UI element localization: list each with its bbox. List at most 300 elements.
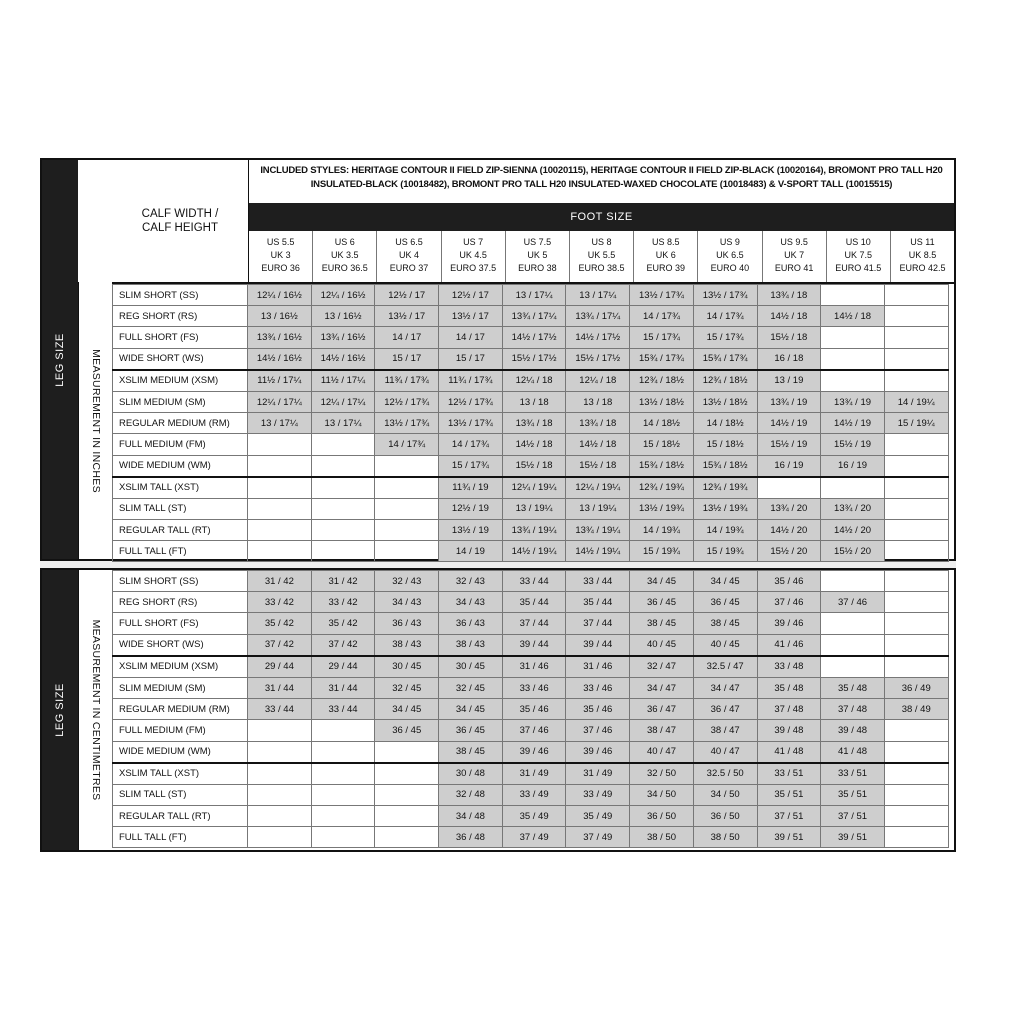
size-cell: 15½ / 18 [502, 455, 566, 477]
leg-size-bar [42, 570, 78, 850]
size-cell [884, 827, 948, 848]
size-cell: 36 / 49 [884, 677, 948, 698]
size-cell: 39 / 51 [757, 827, 821, 848]
size-cell: 14½ / 16½ [248, 348, 312, 370]
size-cell: 14½ / 20 [757, 520, 821, 541]
size-cell [311, 455, 375, 477]
size-cell: 34 / 43 [375, 592, 439, 613]
size-cell: 37 / 48 [821, 699, 885, 720]
row-label: WIDE MEDIUM (WM) [113, 455, 248, 477]
size-cell [884, 656, 948, 678]
size-cell [248, 741, 312, 763]
size-cell [821, 634, 885, 656]
size-cell: 12½ / 17¾ [439, 391, 503, 412]
size-cell [248, 784, 312, 805]
size-cell: 33 / 46 [502, 677, 566, 698]
size-cell: 37 / 44 [502, 613, 566, 634]
measurement-label: MEASUREMENT IN CENTIMETRES [90, 619, 102, 801]
size-cell: 13 / 17¼ [502, 285, 566, 306]
size-cell [375, 541, 439, 562]
size-uk: UK 7.5 [844, 250, 873, 260]
size-cell [248, 455, 312, 477]
size-cell: 32 / 47 [630, 656, 694, 678]
size-cell: 14½ / 19 [821, 413, 885, 434]
size-cell: 13½ / 18½ [693, 391, 757, 412]
size-columns [249, 231, 954, 282]
size-cell [311, 741, 375, 763]
size-cell: 35 / 51 [757, 784, 821, 805]
size-cell: 39 / 46 [502, 741, 566, 763]
size-cell: 34 / 45 [439, 699, 503, 720]
size-cell: 13¾ / 18 [502, 413, 566, 434]
table-row [113, 541, 949, 562]
size-cell: 37 / 46 [821, 592, 885, 613]
size-cell: 36 / 47 [630, 699, 694, 720]
centimetres-block [40, 568, 956, 852]
size-cell: 14 / 19¼ [884, 391, 948, 412]
row-label: XSLIM MEDIUM (XSM) [113, 370, 248, 392]
table-row [113, 391, 949, 412]
size-cell: 36 / 45 [693, 592, 757, 613]
size-cell: 37 / 48 [757, 699, 821, 720]
row-label: REG SHORT (RS) [113, 306, 248, 327]
size-cell: 37 / 49 [566, 827, 630, 848]
size-cell: 39 / 48 [821, 720, 885, 741]
size-cell: 31 / 49 [566, 763, 630, 785]
size-cell: 13¾ / 20 [757, 498, 821, 519]
size-cell: 15½ / 19 [757, 434, 821, 455]
size-cell: 33 / 44 [502, 571, 566, 592]
size-cell: 34 / 45 [375, 699, 439, 720]
size-cell: 14 / 18½ [630, 413, 694, 434]
size-cell: 31 / 42 [248, 571, 312, 592]
size-cell [248, 763, 312, 785]
size-cell [757, 477, 821, 499]
size-cell: 12¼ / 18 [566, 370, 630, 392]
size-cell: 11¾ / 17¾ [375, 370, 439, 392]
row-label: FULL TALL (FT) [113, 541, 248, 562]
row-label: FULL TALL (FT) [113, 827, 248, 848]
size-cell: 16 / 19 [821, 455, 885, 477]
size-cell: 14½ / 19¼ [502, 541, 566, 562]
row-label: XSLIM TALL (XST) [113, 763, 248, 785]
size-us: US 9.5 [780, 237, 808, 247]
size-column-header [891, 231, 954, 282]
size-cell: 35 / 49 [566, 806, 630, 827]
size-cell: 15¾ / 18½ [630, 455, 694, 477]
size-cell: 40 / 47 [630, 741, 694, 763]
size-cell: 33 / 44 [566, 571, 630, 592]
size-cell: 33 / 49 [566, 784, 630, 805]
measurement-column [78, 282, 113, 559]
size-cell: 13 / 19¼ [502, 498, 566, 519]
size-cell: 32 / 43 [375, 571, 439, 592]
size-cell: 38 / 49 [884, 699, 948, 720]
row-label: WIDE SHORT (WS) [113, 348, 248, 370]
table-row [113, 571, 949, 592]
table-row [113, 370, 949, 392]
size-cell: 39 / 48 [757, 720, 821, 741]
size-cell: 14 / 17¾ [375, 434, 439, 455]
size-cell [884, 541, 948, 562]
size-column-header [570, 231, 634, 282]
size-us: US 10 [845, 237, 871, 247]
measurement-column [78, 570, 113, 850]
size-cell: 37 / 44 [566, 613, 630, 634]
inches-table [112, 284, 949, 562]
size-cell: 13½ / 19¾ [630, 498, 694, 519]
inches-block [40, 158, 956, 561]
row-label: SLIM MEDIUM (SM) [113, 391, 248, 412]
table-row [113, 306, 949, 327]
size-cell: 12½ / 19 [439, 498, 503, 519]
size-cell [311, 827, 375, 848]
size-cell [821, 613, 885, 634]
size-cell: 13¾ / 18 [757, 285, 821, 306]
size-cell [248, 498, 312, 519]
size-cell: 12¼ / 17¼ [248, 391, 312, 412]
size-cell: 31 / 46 [566, 656, 630, 678]
size-cell: 32.5 / 50 [693, 763, 757, 785]
row-label: SLIM SHORT (SS) [113, 571, 248, 592]
size-cell: 11¾ / 19 [439, 477, 503, 499]
size-cell: 15 / 19¾ [630, 541, 694, 562]
size-cell: 33 / 42 [248, 592, 312, 613]
table-row [113, 498, 949, 519]
size-cell [884, 477, 948, 499]
size-cell: 14 / 18½ [693, 413, 757, 434]
size-cell: 37 / 49 [502, 827, 566, 848]
size-cell: 13½ / 19 [439, 520, 503, 541]
size-cell: 35 / 42 [248, 613, 312, 634]
size-cell: 13½ / 17 [375, 306, 439, 327]
size-cell: 14 / 17 [375, 327, 439, 348]
size-cell: 13 / 18 [502, 391, 566, 412]
table-row [113, 455, 949, 477]
centimetres-table [112, 570, 949, 848]
size-cell: 38 / 45 [439, 741, 503, 763]
size-cell: 34 / 50 [630, 784, 694, 805]
size-cell: 38 / 45 [693, 613, 757, 634]
size-cell [821, 327, 885, 348]
size-cell: 14 / 19¾ [630, 520, 694, 541]
size-cell: 32 / 48 [439, 784, 503, 805]
size-uk: UK 4 [398, 250, 419, 260]
size-cell: 13 / 16½ [248, 306, 312, 327]
size-cell: 16 / 18 [757, 348, 821, 370]
calf-header-line1: CALF WIDTH / [141, 208, 219, 220]
table-row [113, 784, 949, 805]
size-cell: 41 / 46 [757, 634, 821, 656]
size-us: US 6.5 [395, 237, 423, 247]
size-cell: 35 / 46 [757, 571, 821, 592]
calf-header-line2: CALF HEIGHT [141, 222, 219, 234]
size-cell: 36 / 45 [630, 592, 694, 613]
size-cell: 38 / 45 [630, 613, 694, 634]
size-column-header [634, 231, 698, 282]
size-cell: 13 / 19¼ [566, 498, 630, 519]
leg-size-label: LEG SIZE [54, 332, 66, 387]
size-cell: 35 / 44 [502, 592, 566, 613]
size-cell [821, 477, 885, 499]
size-cell [884, 434, 948, 455]
size-cell: 16 / 19 [757, 455, 821, 477]
size-cell: 13¾ / 16½ [248, 327, 312, 348]
included-styles [249, 164, 954, 192]
size-cell: 13¾ / 19¼ [502, 520, 566, 541]
size-cell: 13 / 17¼ [566, 285, 630, 306]
row-label: FULL SHORT (FS) [113, 327, 248, 348]
size-cell: 40 / 47 [693, 741, 757, 763]
size-cell: 13¾ / 18 [566, 413, 630, 434]
size-euro: EURO 40 [710, 263, 750, 273]
size-cell: 38 / 43 [375, 634, 439, 656]
size-uk: UK 4.5 [459, 250, 487, 260]
size-cell: 37 / 51 [821, 806, 885, 827]
size-cell: 13½ / 17¾ [439, 413, 503, 434]
size-cell [821, 571, 885, 592]
table-row [113, 806, 949, 827]
size-cell [375, 806, 439, 827]
size-cell [884, 327, 948, 348]
size-cell: 14½ / 20 [821, 520, 885, 541]
size-cell [884, 592, 948, 613]
size-cell [375, 741, 439, 763]
size-cell: 12½ / 17 [439, 285, 503, 306]
size-euro: EURO 36 [261, 263, 300, 273]
size-cell: 31 / 42 [311, 571, 375, 592]
size-cell [884, 806, 948, 827]
size-cell: 14 / 17¾ [693, 306, 757, 327]
size-column-header [763, 231, 827, 282]
size-cell [248, 434, 312, 455]
size-cell: 38 / 50 [630, 827, 694, 848]
size-cell [821, 370, 885, 392]
row-label: SLIM SHORT (SS) [113, 285, 248, 306]
row-label: WIDE MEDIUM (WM) [113, 741, 248, 763]
size-cell: 15¾ / 18½ [693, 455, 757, 477]
size-cell [884, 613, 948, 634]
size-cell: 36 / 47 [693, 699, 757, 720]
size-cell: 13½ / 17¾ [630, 285, 694, 306]
size-euro: EURO 38 [518, 263, 557, 273]
table-row [113, 592, 949, 613]
size-cell [248, 520, 312, 541]
size-column-header [506, 231, 570, 282]
size-cell: 12¼ / 16½ [311, 285, 375, 306]
size-cell: 11¾ / 17¾ [439, 370, 503, 392]
size-cell: 13½ / 17 [439, 306, 503, 327]
size-cell: 13¾ / 19 [821, 391, 885, 412]
row-label: XSLIM TALL (XST) [113, 477, 248, 499]
size-cell: 38 / 50 [693, 827, 757, 848]
size-cell: 38 / 43 [439, 634, 503, 656]
size-cell [248, 720, 312, 741]
size-uk: UK 6.5 [716, 250, 744, 260]
size-cell: 32.5 / 47 [693, 656, 757, 678]
table-row [113, 699, 949, 720]
table-row [113, 656, 949, 678]
table-row [113, 520, 949, 541]
size-cell: 33 / 51 [757, 763, 821, 785]
size-cell [884, 306, 948, 327]
size-cell: 33 / 49 [502, 784, 566, 805]
size-cell [375, 498, 439, 519]
size-cell [375, 477, 439, 499]
size-cell [884, 370, 948, 392]
size-euro: EURO 41.5 [835, 263, 882, 273]
size-cell: 39 / 44 [566, 634, 630, 656]
size-cell: 13½ / 17¾ [693, 285, 757, 306]
size-cell [884, 348, 948, 370]
size-cell: 35 / 44 [566, 592, 630, 613]
row-label: REGULAR MEDIUM (RM) [113, 413, 248, 434]
size-cell: 35 / 46 [566, 699, 630, 720]
size-cell: 14 / 17¾ [630, 306, 694, 327]
size-cell: 31 / 44 [311, 677, 375, 698]
size-cell [248, 541, 312, 562]
size-cell: 11½ / 17¼ [311, 370, 375, 392]
size-cell: 39 / 46 [566, 741, 630, 763]
size-cell [375, 520, 439, 541]
size-cell: 12¼ / 16½ [248, 285, 312, 306]
row-label: REGULAR MEDIUM (RM) [113, 699, 248, 720]
size-cell [311, 720, 375, 741]
size-euro: EURO 42.5 [899, 263, 946, 273]
size-cell [375, 784, 439, 805]
size-cell: 32 / 50 [630, 763, 694, 785]
table-row [113, 613, 949, 634]
size-cell: 14½ / 17½ [502, 327, 566, 348]
size-uk: UK 6 [655, 250, 676, 260]
size-cell [311, 434, 375, 455]
size-euro: EURO 38.5 [578, 263, 625, 273]
row-label: XSLIM MEDIUM (XSM) [113, 656, 248, 678]
calf-header [112, 160, 248, 282]
row-label: FULL SHORT (FS) [113, 613, 248, 634]
foot-size-header [248, 160, 954, 282]
size-uk: UK 5 [527, 250, 548, 260]
size-euro: EURO 37.5 [450, 263, 497, 273]
size-cell: 30 / 48 [439, 763, 503, 785]
size-cell: 13¾ / 19¼ [566, 520, 630, 541]
size-uk: UK 3 [270, 250, 291, 260]
size-cell: 35 / 46 [502, 699, 566, 720]
row-label: FULL MEDIUM (FM) [113, 434, 248, 455]
size-cell: 15 / 18½ [693, 434, 757, 455]
size-cell: 13½ / 18½ [630, 391, 694, 412]
size-column-header [313, 231, 377, 282]
included-styles-line2: INSULATED-BLACK (10018482), BROMONT PRO TALL H20 INSULATED-WAXED CHOCOLATE (10018483) & V-SPORT TALL (10015515) [310, 179, 893, 190]
size-us: US 9 [719, 237, 740, 247]
size-cell: 35 / 48 [821, 677, 885, 698]
size-cell: 36 / 43 [375, 613, 439, 634]
size-cell: 31 / 46 [502, 656, 566, 678]
size-cell: 35 / 51 [821, 784, 885, 805]
size-column-header [698, 231, 762, 282]
size-cell: 13¾ / 20 [821, 498, 885, 519]
size-cell: 29 / 44 [311, 656, 375, 678]
size-cell [884, 520, 948, 541]
size-cell: 13 / 16½ [311, 306, 375, 327]
size-cell: 13 / 18 [566, 391, 630, 412]
size-cell: 38 / 47 [693, 720, 757, 741]
size-cell [821, 656, 885, 678]
size-cell: 41 / 48 [821, 741, 885, 763]
row-label: SLIM TALL (ST) [113, 498, 248, 519]
size-cell: 39 / 44 [502, 634, 566, 656]
size-cell: 32 / 43 [439, 571, 503, 592]
size-cell: 15 / 19¾ [693, 541, 757, 562]
size-cell: 36 / 45 [375, 720, 439, 741]
leg-size-label: LEG SIZE [54, 683, 66, 737]
size-cell: 36 / 50 [630, 806, 694, 827]
table-row [113, 327, 949, 348]
size-cell [311, 541, 375, 562]
size-cell [821, 285, 885, 306]
size-cell: 14 / 17¾ [439, 434, 503, 455]
table-row [113, 763, 949, 785]
size-cell: 15½ / 18 [757, 327, 821, 348]
size-euro: EURO 41 [774, 263, 814, 273]
size-cell: 35 / 48 [757, 677, 821, 698]
size-cell [248, 827, 312, 848]
size-chart-sheet [40, 158, 956, 852]
size-cell: 36 / 43 [439, 613, 503, 634]
size-cell: 15½ / 18 [566, 455, 630, 477]
size-cell: 15 / 17¾ [439, 455, 503, 477]
size-cell: 33 / 42 [311, 592, 375, 613]
size-cell: 13¾ / 17¼ [502, 306, 566, 327]
size-cell: 37 / 42 [311, 634, 375, 656]
size-cell: 14½ / 18 [757, 306, 821, 327]
size-cell: 14½ / 17½ [566, 327, 630, 348]
size-cell: 15½ / 17½ [566, 348, 630, 370]
size-cell [884, 784, 948, 805]
size-cell [884, 571, 948, 592]
size-cell [821, 348, 885, 370]
table-row [113, 720, 949, 741]
size-cell: 15½ / 17½ [502, 348, 566, 370]
size-cell: 13¾ / 17¼ [566, 306, 630, 327]
table-row [113, 741, 949, 763]
size-cell: 34 / 50 [693, 784, 757, 805]
size-us: US 5.5 [266, 237, 295, 247]
size-cell [248, 477, 312, 499]
size-cell: 30 / 45 [439, 656, 503, 678]
row-label: REG SHORT (RS) [113, 592, 248, 613]
size-cell [311, 784, 375, 805]
size-cell: 15 / 17 [439, 348, 503, 370]
row-label: WIDE SHORT (WS) [113, 634, 248, 656]
included-styles-line1: INCLUDED STYLES: HERITAGE CONTOUR II FIELD ZIP-SIENNA (10020115), HERITAGE CONTOUR II FIELD ZIP-BLACK (10020164), BROMONT PRO TALL H20 [260, 165, 943, 176]
size-cell: 31 / 44 [248, 677, 312, 698]
size-cell [884, 741, 948, 763]
size-cell: 13 / 19 [757, 370, 821, 392]
size-cell: 13½ / 17¾ [375, 413, 439, 434]
size-cell [884, 720, 948, 741]
size-cell: 33 / 44 [248, 699, 312, 720]
size-cell: 15 / 17 [375, 348, 439, 370]
size-us: US 8.5 [651, 237, 680, 247]
size-cell: 14 / 19 [439, 541, 503, 562]
size-cell: 39 / 51 [821, 827, 885, 848]
size-cell [884, 285, 948, 306]
size-cell: 37 / 46 [566, 720, 630, 741]
size-cell [311, 806, 375, 827]
size-cell: 37 / 51 [757, 806, 821, 827]
table-row [113, 348, 949, 370]
